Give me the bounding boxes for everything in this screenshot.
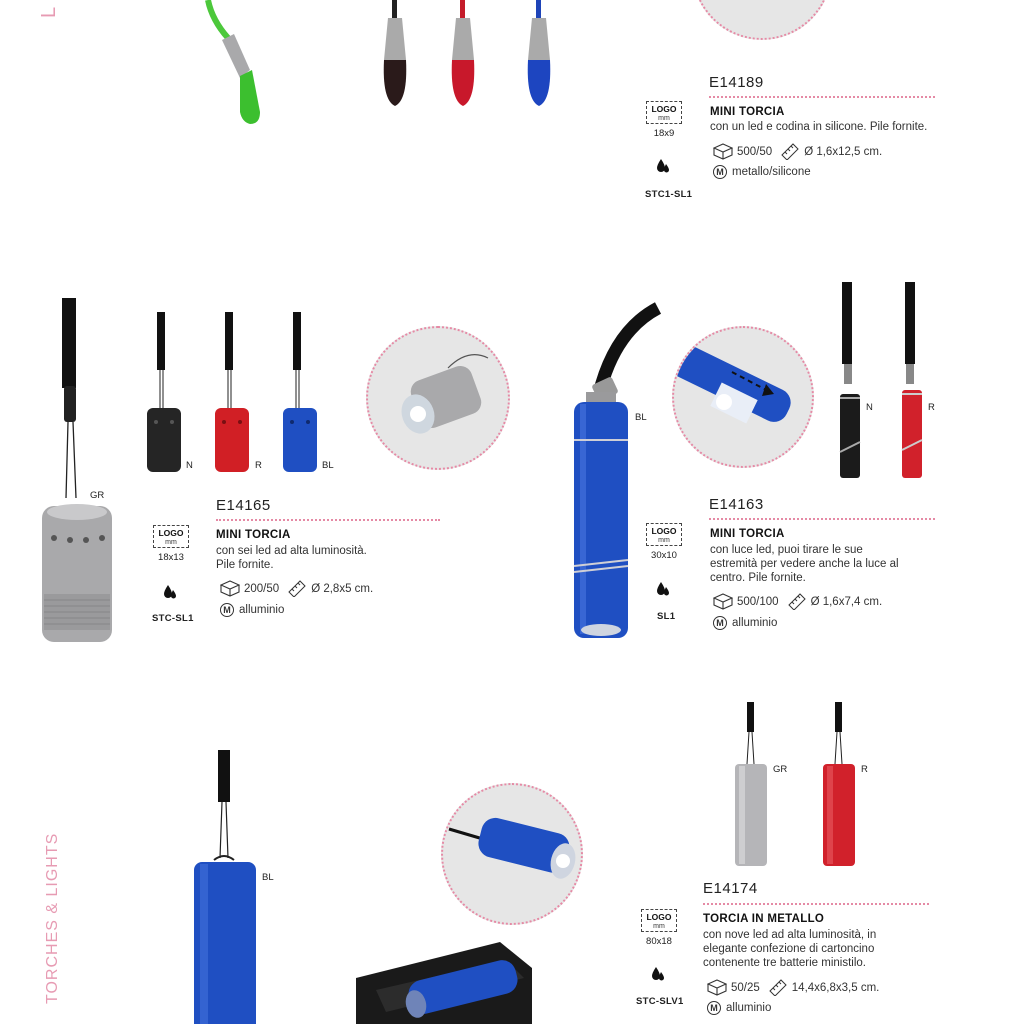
ink-drop-icon — [651, 966, 665, 982]
product-image-e14189-green — [200, 0, 270, 130]
product-material-e14189: M metallo/silicone — [713, 165, 811, 179]
color-code-r-e14163: R — [928, 402, 935, 413]
color-code-gr-e14174: GR — [773, 764, 788, 775]
logo-area-e14189: LOGO mm 18x9 — [646, 101, 682, 139]
product-image-e14163-black — [834, 282, 868, 482]
print-code-e14189: STC1-SL1 — [645, 189, 693, 200]
product-specs-e14189: 500/50 Ø 1,6x12,5 cm. — [713, 143, 882, 160]
color-code-bl-e14165: BL — [322, 460, 334, 471]
product-image-e14165-black — [144, 312, 184, 476]
product-image-e14163-blue — [566, 300, 662, 640]
product-image-e14165-blue — [280, 312, 320, 476]
product-image-e14189-black — [378, 0, 412, 110]
product-code-e14189: E14189 — [709, 74, 764, 91]
product-image-e14189-blue — [522, 0, 556, 110]
color-code-r-e14165: R — [255, 460, 262, 471]
dotted-divider-e14163 — [709, 518, 935, 520]
product-description-e14165: con sei led ad alta luminosità. Pile fornite. — [216, 545, 367, 571]
ink-drop-icon — [163, 584, 177, 600]
color-code-r-e14174: R — [861, 764, 868, 775]
logo-area-e14163: LOGO mm 30x10 — [646, 523, 682, 561]
product-specs-e14165: 200/50 Ø 2,8x5 cm. — [220, 580, 373, 597]
zoom-circle-e14165 — [366, 326, 510, 470]
product-image-e14165-silver — [40, 298, 116, 646]
color-code-bl-e14163: BL — [635, 412, 647, 423]
color-code-n-e14163: N — [866, 402, 873, 413]
dotted-divider-e14189 — [709, 96, 935, 98]
ink-drop-icon — [656, 581, 670, 597]
material-icon: M — [713, 616, 727, 630]
product-material-e14165: M alluminio — [220, 603, 284, 617]
box-icon — [707, 979, 727, 996]
product-specs-e14163: 500/100 Ø 1,6x7,4 cm. — [713, 593, 882, 610]
ink-drop-icon — [656, 158, 670, 174]
product-image-e14174-blue — [190, 750, 260, 1024]
product-specs-e14174: 50/25 14,4x6,8x3,5 cm. — [707, 979, 879, 996]
product-image-e14174-gift-box — [356, 940, 532, 1024]
print-code-e14165: STC-SL1 — [152, 613, 194, 624]
product-image-e14174-red — [820, 702, 858, 868]
color-code-gr-e14165: GR — [90, 490, 105, 501]
ruler-icon — [780, 143, 800, 160]
product-material-e14163: M alluminio — [713, 616, 777, 630]
product-image-e14174-silver — [732, 702, 770, 868]
zoom-circle-e14163 — [672, 326, 814, 468]
product-image-e14163-red — [896, 282, 930, 482]
product-description-e14189: con un led e codina in silicone. Pile fornite. — [710, 121, 928, 133]
color-code-n-e14165: N — [186, 460, 193, 471]
product-material-e14174: M alluminio — [707, 1001, 771, 1015]
product-title-e14174: TORCIA IN METALLO — [703, 913, 825, 925]
product-description-e14174: con nove led ad alta luminosità, in elegante confezione di cartoncino contenente tre batterie ministilo. — [703, 929, 877, 969]
product-code-e14165: E14165 — [216, 497, 271, 514]
material-icon: M — [707, 1001, 721, 1015]
box-icon — [713, 593, 733, 610]
box-icon — [220, 580, 240, 597]
box-icon — [713, 143, 733, 160]
ruler-icon — [768, 979, 788, 996]
product-title-e14163: MINI TORCIA — [710, 528, 785, 540]
zoom-circle-e14174 — [441, 783, 583, 925]
dotted-divider-e14174 — [703, 903, 929, 905]
product-description-e14163: con luce led, puoi tirare le sue estremità per vedere anche la luce al centro. Pile fornite. — [710, 544, 899, 584]
ruler-icon — [287, 580, 307, 597]
material-icon: M — [713, 165, 727, 179]
product-image-e14165-red — [212, 312, 252, 476]
logo-area-e14174: LOGO mm 80x18 — [641, 909, 677, 947]
side-label-top: L — [38, 5, 60, 18]
side-label-category: TORCHES & LIGHTS — [44, 832, 61, 1004]
product-code-e14163: E14163 — [709, 496, 764, 513]
ruler-icon — [787, 593, 807, 610]
logo-area-e14165: LOGO mm 18x13 — [153, 525, 189, 563]
dotted-divider-e14165 — [216, 519, 440, 521]
material-icon: M — [220, 603, 234, 617]
print-code-e14163: SL1 — [657, 611, 676, 622]
print-code-e14174: STC-SLV1 — [636, 996, 684, 1007]
product-title-e14165: MINI TORCIA — [216, 529, 291, 541]
color-code-bl-e14174: BL — [262, 872, 274, 883]
zoom-circle-e14189 — [692, 0, 832, 40]
product-image-e14189-red — [446, 0, 480, 110]
product-code-e14174: E14174 — [703, 880, 758, 897]
product-title-e14189: MINI TORCIA — [710, 106, 785, 118]
